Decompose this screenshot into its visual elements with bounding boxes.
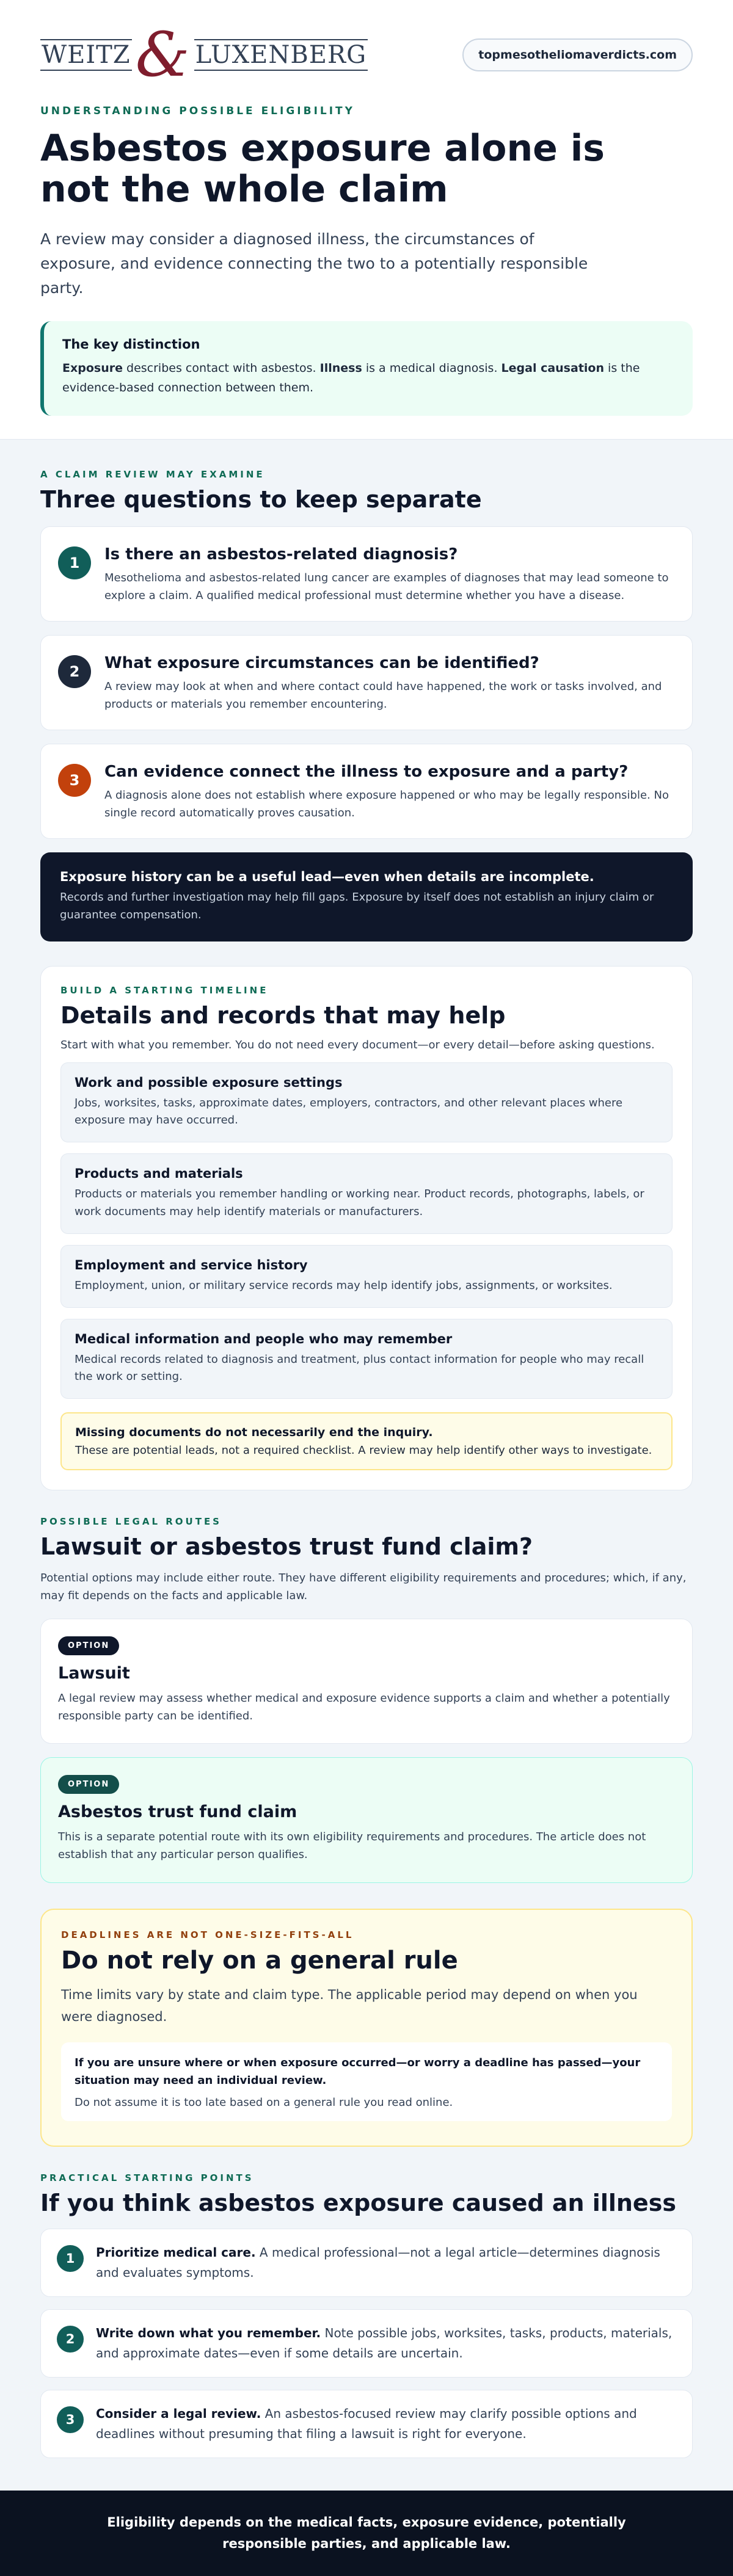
option-card [40, 1757, 693, 1883]
step-number: 3 [57, 2406, 84, 2433]
starting-points-section [40, 2172, 693, 2458]
step-number: 1 [57, 2245, 84, 2272]
question-text: A diagnosis alone does not establish where exposure happened or who may be legally responsible. No single record automatically proves causation. [104, 789, 669, 819]
step-bold: Consider a legal review. [96, 2406, 261, 2421]
question-card [40, 744, 693, 839]
logo-word-right: LUXENBERG [194, 39, 368, 71]
record-item [60, 1153, 673, 1234]
question-title: Is there an asbestos-related diagnosis? [104, 545, 458, 564]
option-text: This is a separate potential route with its own eligibility requirements and procedures. The article does not establish that any particular person qualifies. [58, 1830, 646, 1862]
step-text [96, 2323, 675, 2364]
question-text: Mesothelioma and asbestos-related lung cancer are examples of diagnoses that may lead someone to explore a claim. A qualified medical professional must determine whether you have a disease. [104, 571, 669, 602]
option-title: Lawsuit [58, 1663, 130, 1683]
routes-title: Lawsuit or asbestos trust fund claim? [40, 1533, 533, 1561]
term-exposure: Exposure [62, 361, 123, 376]
step-text [96, 2243, 675, 2283]
logo-ampersand: & [135, 19, 191, 90]
step-item [40, 2309, 693, 2378]
term-illness: Illness [319, 361, 362, 376]
footer-banner [0, 2491, 733, 2576]
questions-eyebrow: A CLAIM REVIEW MAY EXAMINE [40, 469, 265, 480]
step-number: 2 [57, 2326, 84, 2353]
step-item [40, 2390, 693, 2458]
distinction-title: The key distinction [62, 337, 200, 352]
distinction-text [62, 359, 674, 397]
timeline-title: Details and records that may help [60, 1001, 506, 1029]
deadline-eyebrow: DEADLINES ARE NOT ONE-SIZE-FITS-ALL [61, 1929, 354, 1940]
deadline-inner-text: Do not assume it is too late based on a general rule you read online. [75, 2095, 453, 2109]
option-card [40, 1619, 693, 1744]
missing-docs-note [60, 1412, 673, 1470]
steps-title: If you think asbestos exposure caused an illness [40, 2189, 676, 2216]
distinction-part: describes contact with asbestos. [122, 361, 320, 376]
record-item [60, 1062, 673, 1143]
question-number: 1 [58, 546, 91, 579]
record-text: Jobs, worksites, tasks, approximate dates, employers, contractors, and other relevant places where exposure may have occurred. [75, 1096, 623, 1127]
site-link[interactable]: topmesotheliomaverdicts.com [462, 38, 693, 71]
option-title: Asbestos trust fund claim [58, 1802, 297, 1822]
timeline-intro: Start with what you remember. You do not need every document—or every detail—before asking questions. [60, 1038, 655, 1051]
option-text: A legal review may assess whether medical and exposure evidence supports a claim and whether a potentially responsible party can be identified. [58, 1691, 670, 1722]
distinction-part: is the evidence-based connection between them. [62, 361, 640, 394]
timeline-eyebrow: BUILD A STARTING TIMELINE [60, 984, 269, 996]
routes-intro: Potential options may include either route. They have different eligibility requirements and procedures; which, if any, may fit depends on the facts and applicable law. [40, 1572, 687, 1602]
step-detail: A medical professional—not a legal article—determines diagnosis and evaluates symptoms. [96, 2244, 660, 2280]
question-card [40, 526, 693, 622]
term-legal-causation: Legal causation [501, 361, 604, 376]
warn-title: Missing documents do not necessarily end the inquiry. [75, 1426, 433, 1440]
options-list [40, 1619, 693, 1883]
record-title: Medical information and people who may remember [75, 1331, 453, 1346]
question-title: Can evidence connect the illness to exposure and a party? [104, 763, 629, 781]
logo-word-left: WEITZ [40, 39, 132, 71]
top-bar [40, 19, 693, 90]
page-title: Asbestos exposure alone is not the whole claim [40, 127, 605, 211]
legal-routes-section [40, 1516, 693, 1883]
step-bold: Prioritize medical care. [96, 2244, 256, 2260]
timeline-card [40, 966, 693, 1491]
steps-eyebrow: PRACTICAL STARTING POINTS [40, 2172, 254, 2183]
warn-text: These are potential leads, not a required checklist. A review may help identify other ways to investigate. [75, 1444, 652, 1457]
deadline-inner-title: If you are unsure where or when exposure occurred—or worry a deadline has passed—your situation may need an individual review. [75, 2056, 641, 2088]
record-item [60, 1319, 673, 1399]
records-list [60, 1062, 673, 1399]
option-badge: OPTION [58, 1636, 119, 1655]
option-badge: OPTION [58, 1775, 119, 1794]
questions-section [0, 440, 733, 2458]
key-distinction-box [40, 321, 693, 416]
exposure-history-note [40, 852, 693, 942]
step-item [40, 2229, 693, 2297]
record-title: Work and possible exposure settings [75, 1075, 343, 1090]
record-text: Medical records related to diagnosis and treatment, plus contact information for people who may recall the work or setting. [75, 1352, 644, 1384]
record-item [60, 1245, 673, 1308]
question-title: What exposure circumstances can be identified? [104, 654, 539, 672]
record-text: Employment, union, or military service records may help identify jobs, assignments, or worksites. [75, 1279, 613, 1292]
distinction-part: is a medical diagnosis. [362, 361, 501, 376]
step-detail: An asbestos-focused review may clarify possible options and deadlines without presuming that filing a lawsuit is right for everyone. [96, 2406, 637, 2441]
record-title: Products and materials [75, 1166, 243, 1181]
deadline-title: Do not rely on a general rule [61, 1946, 458, 1975]
hero-eyebrow: UNDERSTANDING POSSIBLE ELIGIBILITY [40, 105, 355, 117]
routes-eyebrow: POSSIBLE LEGAL ROUTES [40, 1516, 222, 1528]
steps-list [40, 2229, 693, 2458]
deadline-inner-note [61, 2042, 672, 2121]
note-title: Exposure history can be a useful lead—even when details are incomplete. [60, 869, 594, 884]
deadline-card [40, 1909, 693, 2147]
step-text [96, 2404, 675, 2444]
firm-logo[interactable] [40, 19, 368, 90]
question-number: 3 [58, 764, 91, 797]
record-text: Products or materials you remember handling or working near. Product records, photographs, labels, or work documents may help identify materials or manufacturers. [75, 1188, 644, 1218]
question-card [40, 635, 693, 730]
step-detail: Note possible jobs, worksites, tasks, products, materials, and approximate dates—even if some details are uncertain. [96, 2325, 673, 2360]
question-text: A review may look at when and where contact could have happened, the work or tasks involved, and products or materials you remember encountering. [104, 680, 662, 711]
questions-list [40, 526, 693, 839]
footer-text: Eligibility depends on the medical facts, exposure evidence, potentially responsible parties, and applicable law. [107, 2515, 626, 2551]
step-bold: Write down what you remember. [96, 2325, 321, 2340]
hero-lead: A review may consider a diagnosed illness, the circumstances of exposure, and evidence connecting the two to a potentially responsible party. [40, 230, 588, 297]
hero-section [0, 0, 733, 440]
deadline-text: Time limits vary by state and claim type. The applicable period may depend on when you were diagnosed. [61, 1987, 638, 2024]
record-title: Employment and service history [75, 1257, 308, 1272]
questions-title: Three questions to keep separate [40, 486, 482, 513]
note-text: Records and further investigation may help fill gaps. Exposure by itself does not establish an injury claim or guarantee compensation. [60, 891, 654, 921]
question-number: 2 [58, 655, 91, 688]
